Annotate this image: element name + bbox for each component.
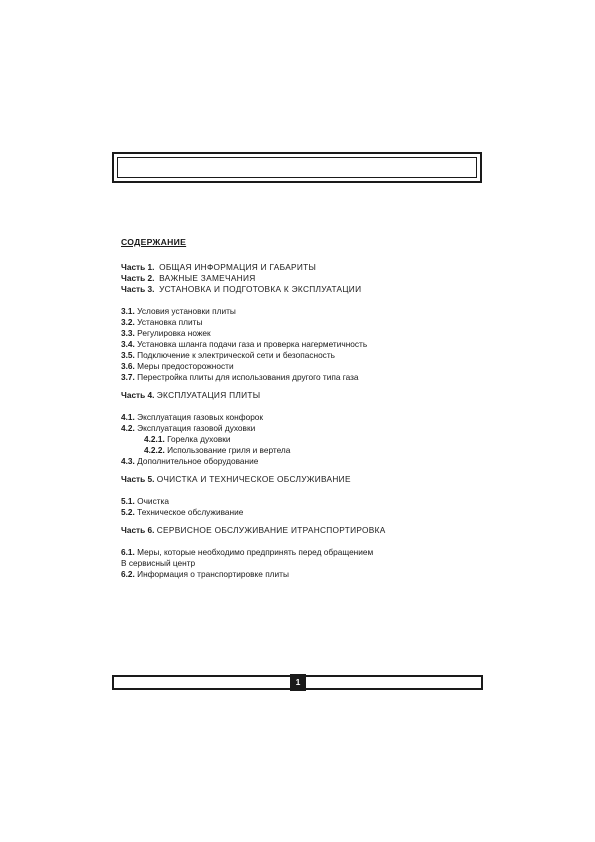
toc-item-4-2-1 (121, 434, 481, 445)
part-title: ЭКСПЛУАТАЦИЯ ПЛИТЫ (156, 390, 261, 400)
item-text: Очистка (137, 496, 169, 506)
item-number: 3.5. (121, 350, 135, 360)
toc-item-3-5 (121, 350, 481, 361)
item-text: Горелка духовки (167, 434, 231, 444)
page-number: 1 (290, 674, 306, 691)
part-label: Часть 4. (121, 390, 155, 400)
toc-part-2 (121, 273, 481, 284)
item-text: Использование гриля и вертела (167, 445, 291, 455)
toc-part-3 (121, 284, 481, 295)
item-number: 3.1. (121, 306, 135, 316)
toc-item-3-1 (121, 306, 481, 317)
item-number: 3.2. (121, 317, 135, 327)
toc-item-6-1-continuation (121, 558, 481, 569)
toc-item-3-4 (121, 339, 481, 350)
item-number: 5.1. (121, 496, 135, 506)
toc-part-6 (121, 525, 481, 536)
toc-part-4 (121, 390, 481, 401)
toc-item-5-2 (121, 507, 481, 518)
item-text: Перестройка плиты для использования другого типа газа (137, 372, 359, 382)
item-number: 4.2. (121, 423, 135, 433)
toc-item-5-1 (121, 496, 481, 507)
toc-item-4-2 (121, 423, 481, 434)
toc-item-3-6 (121, 361, 481, 372)
item-text: Меры, которые необходимо предпринять перед обращением (137, 547, 374, 557)
item-text: Установка шланга подачи газа и проверка нагерметичность (137, 339, 368, 349)
toc-item-6-1 (121, 547, 481, 558)
item-text: Эксплуатация газовых конфорок (137, 412, 264, 422)
toc-item-4-2-2 (121, 445, 481, 456)
item-text: Техническое обслуживание (137, 507, 244, 517)
item-number: 3.7. (121, 372, 135, 382)
part-label: Часть 1. (121, 262, 155, 272)
part-title: ВАЖНЫЕ ЗАМЕЧАНИЯ (159, 273, 256, 283)
part-title: УСТАНОВКА И ПОДГОТОВКА К ЭКСПЛУАТАЦИИ (159, 284, 362, 294)
item-text: Информация о транспортировке плиты (137, 569, 289, 579)
toc-part-1 (121, 262, 481, 273)
toc-item-6-2 (121, 569, 481, 580)
item-number: 4.2.2. (144, 445, 165, 455)
table-of-contents (121, 237, 481, 580)
item-text: Регулировка ножек (137, 328, 211, 338)
item-text: Эксплуатация газовой духовки (137, 423, 256, 433)
item-number: 6.1. (121, 547, 135, 557)
item-number: 6.2. (121, 569, 135, 579)
part-label: Часть 6. (121, 525, 155, 535)
toc-item-3-3 (121, 328, 481, 339)
toc-item-4-3 (121, 456, 481, 467)
part-title: СЕРВИСНОЕ ОБСЛУЖИВАНИЕ ИТРАНСПОРТИРОВКА (156, 525, 386, 535)
toc-item-4-1 (121, 412, 481, 423)
item-text: Дополнительное оборудование (137, 456, 259, 466)
item-number: 4.2.1. (144, 434, 165, 444)
item-number: 3.3. (121, 328, 135, 338)
item-number: 5.2. (121, 507, 135, 517)
part-title: ОЧИСТКА И ТЕХНИЧЕСКОЕ ОБСЛУЖИВАНИЕ (156, 474, 351, 484)
part-title: ОБЩАЯ ИНФОРМАЦИЯ И ГАБАРИТЫ (159, 262, 317, 272)
item-text: Установка плиты (137, 317, 203, 327)
toc-item-3-7 (121, 372, 481, 383)
header-frame-inner (117, 157, 477, 178)
part-label: Часть 5. (121, 474, 155, 484)
part-label: Часть 3. (121, 284, 155, 294)
item-text: Условия установки плиты (137, 306, 236, 316)
toc-part-5 (121, 474, 481, 485)
item-number: 3.4. (121, 339, 135, 349)
toc-title: СОДЕРЖАНИЕ (121, 237, 187, 247)
toc-item-3-2 (121, 317, 481, 328)
item-number: 3.6. (121, 361, 135, 371)
item-text: Подключение к электрической сети и безопасность (137, 350, 335, 360)
item-text: В сервисный центр (121, 558, 196, 568)
part-label: Часть 2. (121, 273, 155, 283)
item-number: 4.3. (121, 456, 135, 466)
header-frame (112, 152, 482, 183)
item-text: Меры предосторожности (137, 361, 234, 371)
item-number: 4.1. (121, 412, 135, 422)
